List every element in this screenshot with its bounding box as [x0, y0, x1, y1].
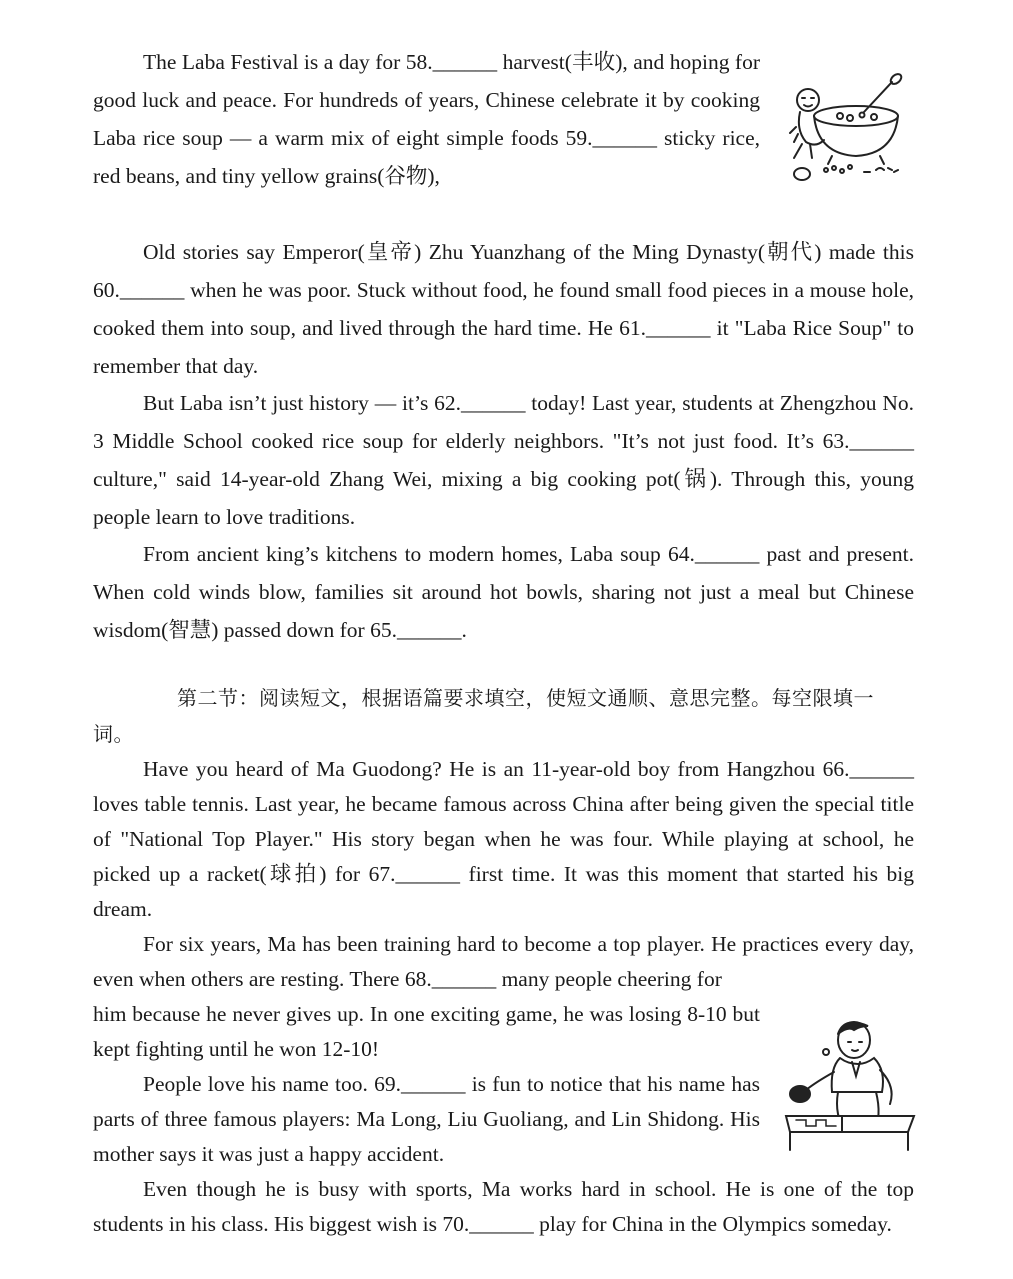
ma-paragraph-1 [93, 752, 914, 927]
ma-paragraph-2-cont-text: him because he never gives up. In one exciting game, he was losing 8-10 but kept fighting until he won 12-10! [93, 1002, 760, 1061]
laba-paragraph-1 [93, 43, 760, 195]
laba-paragraph-3 [93, 384, 914, 536]
laba-paragraph-2-text: Old stories say Emperor(皇帝) Zhu Yuanzhang of the Ming Dynasty(朝代) made this 60.______ when he was poor. Stuck without food, he found small food pieces in a mouse hole, cooked them into soup, and lived through the hard time. He 61.______ it "Laba Rice Soup" to remember that day. [93, 240, 914, 378]
laba-soup-pot-illustration [788, 72, 913, 187]
laba-paragraph-4-text: From ancient king’s kitchens to modern homes, Laba soup 64.______ past and present. When cold winds blow, families sit around hot bowls, sharing not just a meal but Chinese wisdom(智慧) passed down for 65.______. [93, 542, 914, 642]
ma-paragraph-2 [93, 927, 914, 997]
ma-paragraph-1-text: Have you heard of Ma Guodong? He is an 11-year-old boy from Hangzhou 66.______ loves table tennis. Last year, he became famous across China after being given the special title of "National Top Player." His story began when he was four. While playing at school, he picked up a racket(球拍) for 67.______ first time. It was this moment that started his big dream. [93, 757, 914, 921]
ma-paragraph-2-cont [93, 997, 760, 1067]
ma-paragraph-3 [93, 1067, 760, 1172]
laba-paragraph-4 [93, 535, 914, 649]
laba-paragraph-3-text: But Laba isn’t just history — it’s 62.______ today! Last year, students at Zhengzhou No. 3 Middle School cooked rice soup for elderly neighbors. "It’s not just food. It’s 63.______ culture," said 14-year-old Zhang Wei, mixing a big cooking pot(锅). Through this, young people learn to love traditions. [93, 391, 914, 529]
laba-paragraph-1-text: The Laba Festival is a day for 58.______ harvest(丰收), and hoping for good luck and peace. For hundreds of years, Chinese celebrate it by cooking Laba rice soup — a warm mix of eight simple foods 59.______ sticky rice, red beans, and tiny yellow grains(谷物), [93, 50, 760, 188]
ma-paragraph-4-text: Even though he is busy with sports, Ma works hard in school. He is one of the top students in his class. His biggest wish is 70.______ play for China in the Olympics someday. [93, 1177, 914, 1236]
laba-paragraph-2 [93, 233, 914, 385]
section-two-heading-text: 第二节：阅读短文，根据语篇要求填空，使短文通顺、意思完整。每空限填一词。 [93, 686, 874, 746]
section-two-heading [93, 680, 914, 752]
table-tennis-player-illustration [782, 1012, 917, 1152]
ma-paragraph-4 [93, 1172, 914, 1242]
ma-paragraph-3-text: People love his name too. 69.______ is fun to notice that his name has parts of three famous players: Ma Long, Liu Guoliang, and Lin Shidong. His mother says it was just a happy accident. [93, 1072, 760, 1166]
ma-paragraph-2-text: For six years, Ma has been training hard to become a top player. He practices every day, even when others are resting. There 68.______ many people cheering for [93, 932, 914, 991]
